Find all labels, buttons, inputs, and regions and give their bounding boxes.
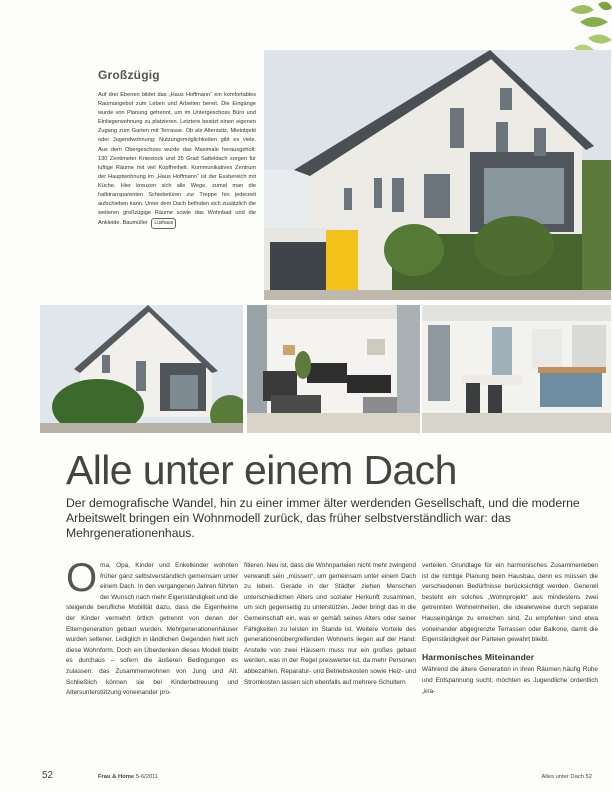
body-text-3b: Während die ältere Generation in ihren Räumen häufig Ruhe und Entspannung sucht, möchten es Jugendliche ordentlich „kra- bbox=[422, 666, 598, 695]
rubric-footer: Alles unter Dach 52 bbox=[541, 774, 592, 780]
kitchen-photo bbox=[422, 305, 611, 433]
intro-text bbox=[98, 91, 256, 229]
magazine-issue: 5-6/2011 bbox=[135, 774, 159, 780]
section-heading: Harmonisches Miteinander bbox=[422, 651, 535, 662]
body-column-3 bbox=[422, 561, 598, 697]
drop-cap: O bbox=[66, 556, 98, 600]
page-number: 52 bbox=[42, 770, 54, 781]
body-text-1: ma, Opa, Kinder und Enkelkinder wohnten früher ganz selbstverständlich gemeinsam unter einem Dach. In den vergangenen Jahren führten der Wunsch nach mehr Eigenständigkeit und die steigende berufliche Mobilität dazu, dass die Eigenheime der Kinder vermehrt örtlich getrennt von denen der Elterngeneration gebaut wurden. Mehrgenerationenhäuser wurden seltener. Lediglich in ländlichen Gegenden hielt sich diese Wohnform. Doch ein Überdenken dieses Modell bleibt es durchaus – sofern die äußeren Bedingungen es zulassen: das Zusammenwohnen von Jung und Alt. Schließlich können sie bei Kinderbetreuung und Altersunterstützung voneinander pro- bbox=[66, 562, 238, 697]
intro-body: Auf drei Ebenen bildet das „Haus Hoffmann“ ein komfortables Raumangebot zum Leben und Arbeiten bereit. Die Eingänge wurde von Planung getrennt, um im Untergeschoss Büro und Einliegerwohnung zu platzieren. Letztere besitzt einen eigenen Zugang zum Garten mit Terrasse. Ob als Alterssitz, Mietobjekt oder Jugendwohnung: Nutzungsmöglichkeiten gibt es viele. Aus dem Obergeschoss wurde das Maximale herausgeholt: 130 Zentimeter Kniestock und 35 Grad Satteldach sorgen für luftige Räume mit viel Kopffreiheit. Kommunikatives Zentrum der Hauptwohnung im „Haus Hoffmann“ ist der Essbereich mit Küche. Hier kreuzen sich alle Wege, zumal man die halbtransparenten Schiebetüren zur Treppe hin jederzeit aufschieben kann. Unter dem Dach befinden sich zusätzlich die weiteren großzügige Räume sowie das Wohnbad und die Ankleide. Baumüller bbox=[98, 92, 256, 227]
magazine-name: Frau & Home bbox=[98, 774, 135, 780]
body-text-3a: verteilen. Grundlage für ein harmonisches Zusammenleben ist die richtige Planung beim Hausbau, denn es müssen die verschiedenen Bedürfnisse berücksichtigt werden. Generell besteht ein solches „Wohnprojekt“ aus mindestens zwei getrennten Wohneinheiten, die idealerweise durch separate Hauseingänge zu erreichen sind. Zu empfehlen sind etwa voneinander abgegrenzte Terrassen oder Balkone, damit die Eigenständigkeit der Parteien gewahrt bleibt. bbox=[422, 562, 598, 644]
magazine-footer bbox=[98, 774, 158, 780]
photo-credit: Luxhaus bbox=[151, 218, 176, 229]
article-subhead: Der demografische Wandel, hin zu einer immer älter werdenden Gesellschaft, und die moderne Arbeitswelt bringen ein Wohnmodell zurück, das früher selbstverständlich war: das Mehrgenerationenhaus. bbox=[66, 496, 580, 540]
house-side-photo bbox=[40, 305, 243, 433]
body-column-2 bbox=[244, 561, 416, 688]
intro-column bbox=[98, 68, 256, 229]
house-exterior-photo bbox=[264, 50, 611, 300]
body-text-2: fitieren. Neu ist, dass die Wohnparteien nicht mehr zwingend verwandt sein „müssen“, um gemeinsam unter einem Dach zu leben. Gerade in der Städter ziehen Menschen unterschiedlichen Alters und sozialer Herkunft zusammen, um sich gegenseitig zu unterstützen. Jeder bringt das in die Gemeinschaft ein, was er gemäß seines Alters oder seiner Fähigkeiten zu leisten im Stande ist. Weitere Vorteile des generationenübergreifenden Wohnens liegen auf der Hand: Anstelle von zwei Häusern muss nur ein großes gebaut werden, was in der Regel preiswerter ist, da mehr Personen abbezahlen. Reparatur- und Betriebskosten sowie Heiz- und Stromkosten lassen sich ebenfalls auf mehrere Schultern bbox=[244, 562, 416, 686]
body-column-1 bbox=[66, 556, 238, 699]
living-room-photo bbox=[247, 305, 420, 433]
article-headline: Alle unter einem Dach bbox=[66, 447, 457, 493]
intro-heading: Großzügig bbox=[98, 68, 160, 82]
